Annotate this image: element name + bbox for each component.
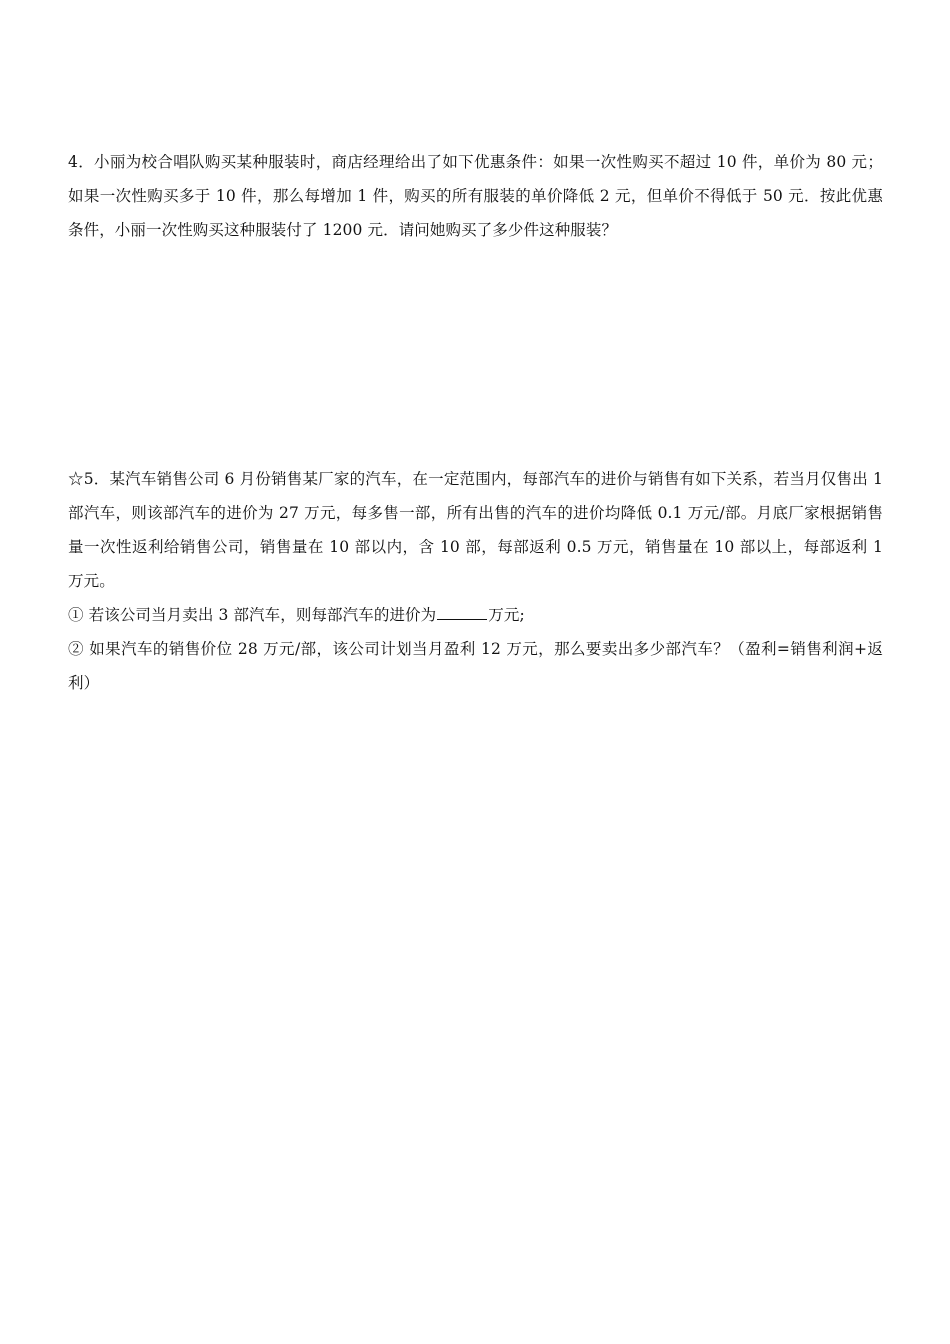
problem-5-question-1 — [68, 598, 883, 632]
problem-5 — [68, 462, 883, 700]
question-1-unit: 万元; — [488, 606, 525, 624]
problem-5-question-2: ② 如果汽车的销售价位 28 万元/部，该公司计划当月盈利 12 万元，那么要卖出多少部汽车？（盈利=销售利润+返利） — [68, 640, 883, 692]
answer-blank — [437, 603, 487, 620]
problem-4 — [68, 145, 883, 247]
problem-4-text: 4．小丽为校合唱队购买某种服装时，商店经理给出了如下优惠条件：如果一次性购买不超过 10 件，单价为 80 元；如果一次性购买多于 10 件，那么每增加 1 件，购买的所有服装的单价降低 2 元，但单价不得低于 50 元．按此优惠条件，小丽一次性购买这种服装付了 1200 元．请问她购买了多少件这种服装？ — [68, 153, 883, 239]
problem-5-text: ☆5．某汽车销售公司 6 月份销售某厂家的汽车，在一定范围内，每部汽车的进价与销售有如下关系，若当月仅售出 1 部汽车，则该部汽车的进价为 27 万元，每多售一部，所有出售的汽车的进价均降低 0.1 万元/部。月底厂家根据销售量一次性返利给销售公司，销售量在 10 部以内，含 10 部，每部返利 0.5 万元，销售量在 10 部以上，每部返利 1 万元。 — [68, 470, 883, 590]
question-1-text: ① 若该公司当月卖出 3 部汽车，则每部汽车的进价为 — [68, 606, 437, 624]
